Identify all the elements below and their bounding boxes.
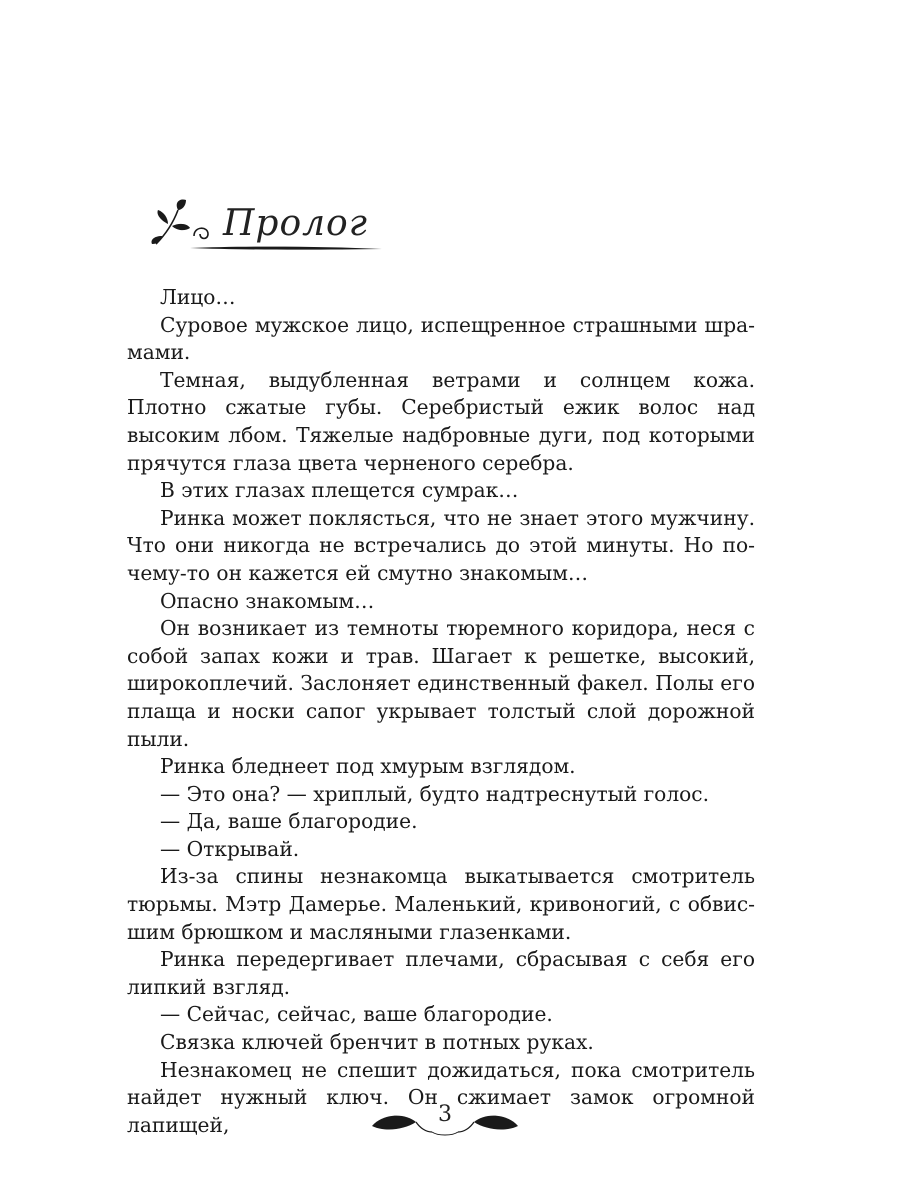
paragraph: Ринка бледнеет под хмурым взглядом. [160,754,576,779]
paragraph: Темная, выдубленная ветрами и солнцем кожа. Плотно сжатые губы. Серебристый ежик волос над высоким лбом. Тяжелые надбровные дуги, под которыми прячутся глаза цвета черненого серебра. [127,367,755,475]
dialogue-line: — Открывай. [160,836,300,861]
dialogue-line: — Да, ваше благородие. [160,809,418,834]
page-footer [370,1098,520,1148]
paragraph: Ринка может поклясться, что не знает этого мужчину. Что они никогда не встречались до этой минуты. Но почему-то он кажется ей смутно знакомым… [127,505,755,585]
dialogue-line: — Сейчас, сейчас, ваше благородие. [160,1002,553,1027]
paragraph: Ринка передергивает плечами, сбрасывая с себя его липкий взгляд. [127,947,755,999]
chapter-title: Пролог [223,203,368,244]
paragraph: Лицо… [160,285,236,309]
paragraph: Суровое мужское лицо, испещренное страшными шрамами. [127,312,755,365]
dialogue-line: — Это она? — хриплый, будто надтреснутый голос. [160,781,710,806]
paragraph: Опасно знакомым… [160,588,375,613]
paragraph: Незнакомец не спешит дожидаться, пока смотритель найдет нужный ключ. Он сжимает замок огромной лапищей, [127,1057,755,1137]
paragraph: Связка ключей бренчит в потных руках. [160,1030,594,1055]
paragraph: В этих глазах плещется сумрак… [160,478,519,503]
chapter-text [127,284,755,1139]
chapter-heading [150,196,390,260]
paragraph: Он возникает из темноты тюремного коридора, неся с собой запах кожи и трав. Шагает к решетке, высокий, широкоплечий. Заслоняет единственный факел. Полы его плаща и носки сапог укрывает толстый слой дорожной пыли. [127,616,755,751]
page-number: 3 [438,1102,452,1127]
paragraph: Из-за спины незнакомца выкатывается смотритель тюрьмы. Мэтр Дамерье. Маленький, кривоногий, с обвисшим брюшком и масляными глазенками. [127,864,755,944]
